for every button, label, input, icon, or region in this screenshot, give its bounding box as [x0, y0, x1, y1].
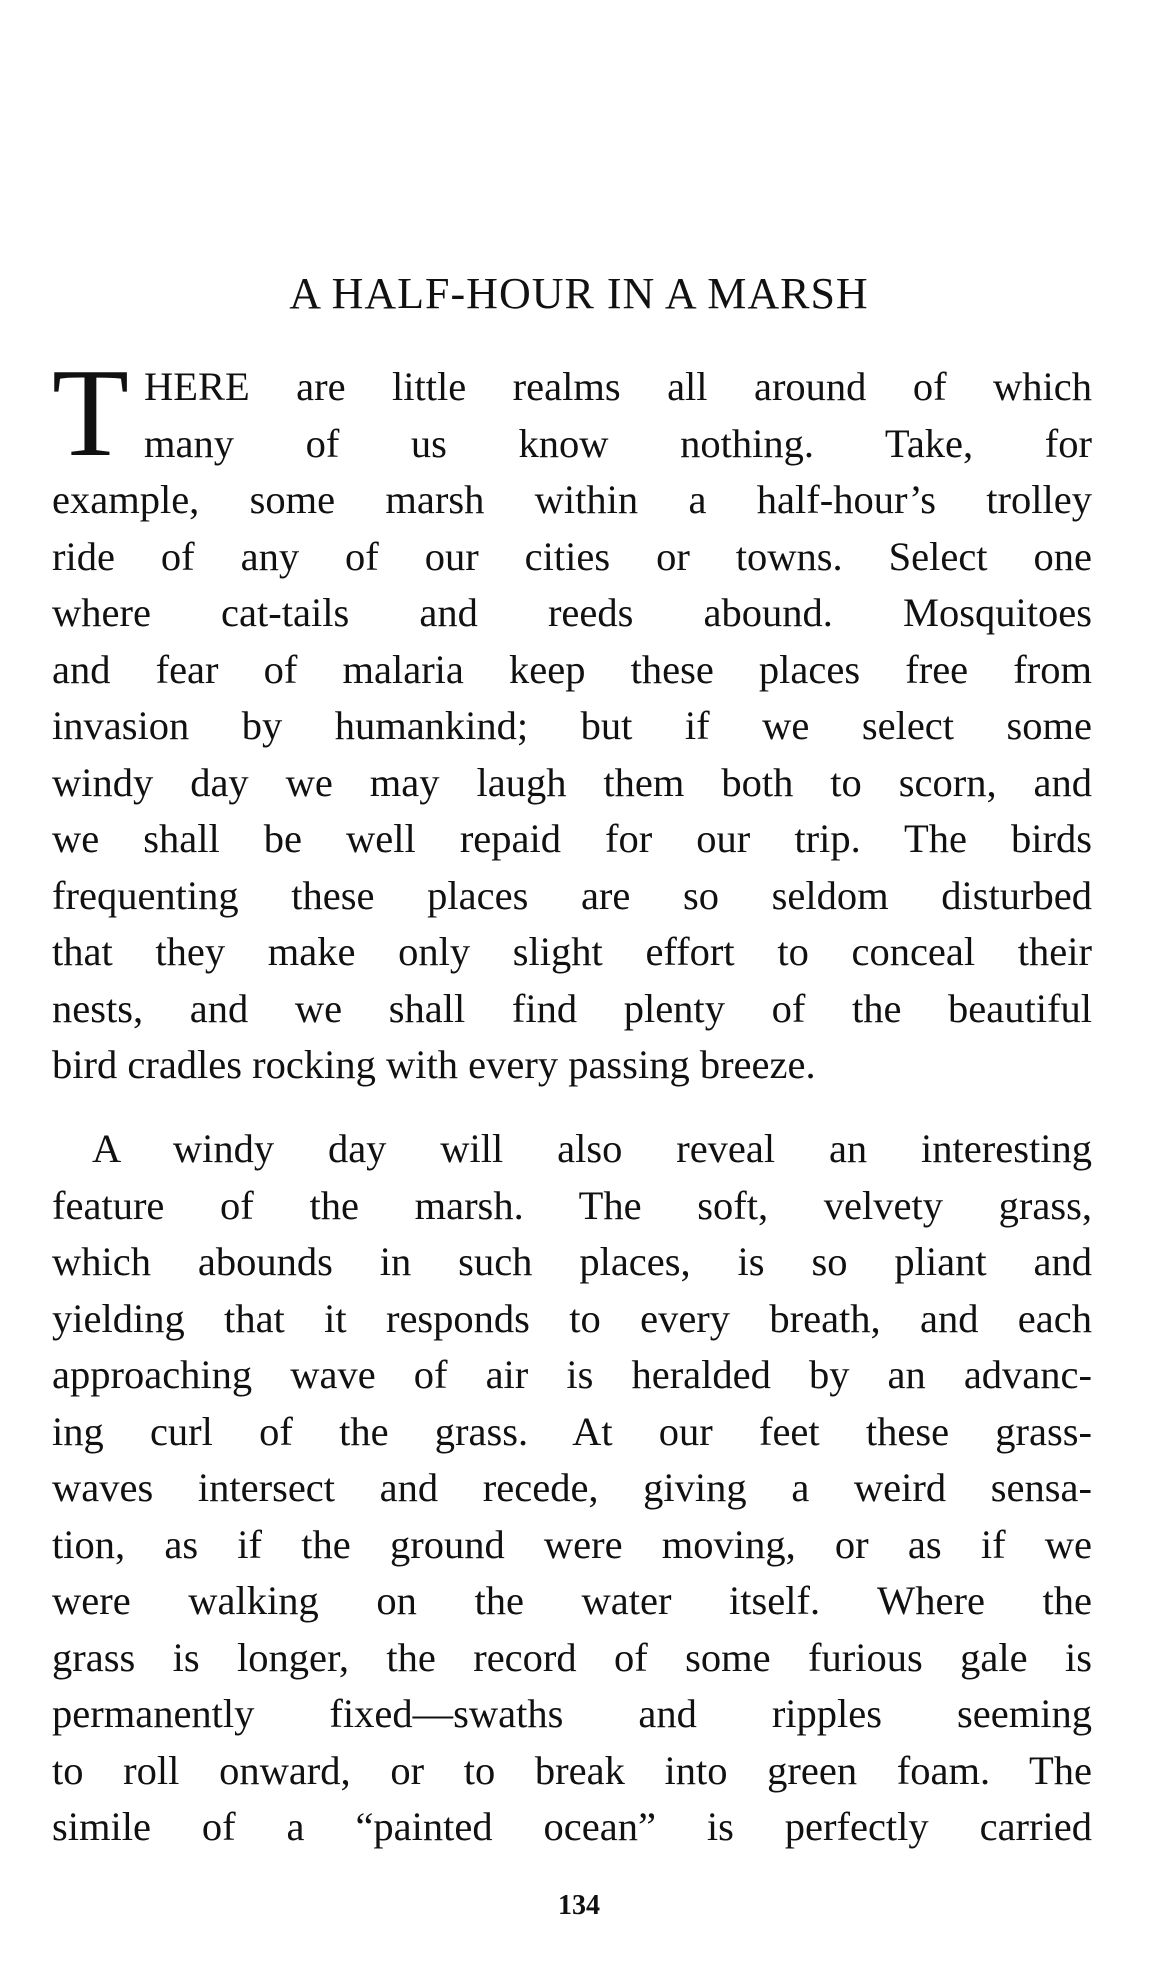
- text-line: invasion by humankind; but if we select some: [52, 703, 1092, 748]
- drop-cap-initial: T: [52, 344, 129, 483]
- text-line: where cat-tails and reeds abound. Mosquitoes: [52, 590, 1092, 635]
- text-line: HERE are little realms all around of which: [144, 364, 1092, 409]
- text-line: we shall be well repaid for our trip. The birds: [52, 816, 1092, 861]
- text-line: approaching wave of air is heralded by an advanc-: [52, 1352, 1092, 1397]
- text-line: feature of the marsh. The soft, velvety grass,: [52, 1182, 1092, 1228]
- text-line: which abounds in such places, is so pliant and: [52, 1239, 1092, 1284]
- text-line: ing curl of the grass. At our feet these grass-: [52, 1408, 1092, 1454]
- text-line: permanently fixed—swaths and ripples seeming: [52, 1691, 1092, 1736]
- text-line: were walking on the water itself. Where the: [52, 1578, 1092, 1623]
- paragraph-1: [52, 344, 1092, 1094]
- text-line: bird cradles rocking with every passing breeze.: [52, 1042, 816, 1087]
- text-line: ride of any of our cities or towns. Select one: [52, 533, 1092, 579]
- text-line: A windy day will also reveal an interesting: [92, 1126, 1092, 1171]
- text-line: grass is longer, the record of some furious gale is: [52, 1634, 1092, 1680]
- text-line: simile of a “painted ocean” is perfectly carried: [52, 1804, 1092, 1849]
- page-number: 134: [558, 1890, 600, 1921]
- text-line: example, some marsh within a half-hour’s trolley: [52, 477, 1092, 522]
- text-line: that they make only slight effort to conceal their: [52, 929, 1092, 974]
- chapter-title: A HALF-HOUR IN A MARSH: [289, 269, 869, 318]
- text-line: many of us know nothing. Take, for: [144, 420, 1092, 466]
- text-line: and fear of malaria keep these places free from: [52, 646, 1092, 692]
- text-line: waves intersect and recede, giving a weird sensa-: [52, 1465, 1092, 1510]
- text-line: frequenting these places are so seldom disturbed: [52, 872, 1092, 918]
- paragraph-2: [52, 1121, 1092, 1856]
- text-line: tion, as if the ground were moving, or as if we: [52, 1521, 1092, 1567]
- text-line: windy day we may laugh them both to scorn, and: [52, 759, 1092, 805]
- text-line: to roll onward, or to break into green foam. The: [52, 1747, 1092, 1793]
- text-line: nests, and we shall find plenty of the beautiful: [52, 985, 1092, 1031]
- text-line: yielding that it responds to every breath, and each: [52, 1295, 1092, 1341]
